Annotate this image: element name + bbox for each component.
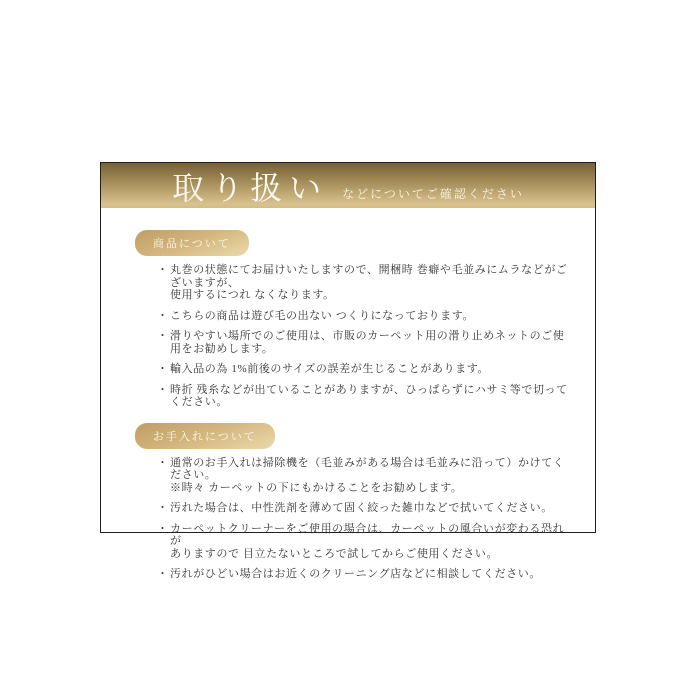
sheet-body (101, 208, 595, 581)
bullet-marker: ・ (157, 363, 169, 375)
list-item (157, 310, 575, 323)
list-item (157, 330, 575, 355)
care-bullet-list (157, 457, 575, 581)
section-label-care: お手入れについて (135, 423, 275, 449)
bullet-marker: ・ (157, 522, 169, 535)
list-item (157, 523, 575, 561)
bullet-marker: ・ (157, 383, 169, 396)
bullet-marker: ・ (157, 502, 169, 514)
bullet-text: 通常のお手入れは掃除機を（毛並みがある場合は毛並みに沿って）かけてください。 (170, 456, 565, 481)
bullet-marker: ・ (157, 456, 169, 469)
bullet-marker: ・ (157, 568, 169, 580)
bullet-marker: ・ (157, 330, 169, 342)
bullet-text: ありますので 目立たないところで試してからご使用ください。 (170, 547, 499, 560)
bullet-text: 汚れた場合は、中性洗剤を薄めて固く絞った雑巾などで拭いてください。 (170, 502, 553, 514)
section-care-info (135, 423, 575, 581)
section-product-info (135, 230, 575, 409)
list-item (157, 363, 575, 376)
bullet-marker: ・ (157, 264, 169, 276)
list-item (157, 457, 575, 495)
list-item (157, 502, 575, 515)
list-item (157, 568, 575, 581)
bullet-marker: ・ (157, 309, 169, 322)
list-item (157, 264, 575, 302)
product-bullet-list (157, 264, 575, 409)
list-item (157, 384, 575, 409)
section-label-product: 商品について (135, 230, 249, 256)
bullet-text: 汚れがひどい場合はお近くのクリーニング店などに相談してください。 (170, 568, 541, 580)
bullet-text: ※時々 カーペットの下にもかけることをお勧めします。 (170, 481, 463, 494)
bullet-text: こちらの商品は遊び毛の出ない つくりになっております。 (170, 309, 475, 322)
page-title: 取り扱い (172, 170, 329, 206)
bullet-text: 丸巻の状態にてお届けいたしますので、開梱時 巻癖や毛並みにムラなどがございますが、 (170, 264, 568, 289)
bullet-text: カーペットクリーナーをご使用の場合は、カーペットの風合いが変わる恐れが (170, 522, 565, 547)
page-subtitle: などについてご確認ください (342, 187, 524, 201)
bullet-text: 輸入品の為 1%前後のサイズの誤差が生じることがあります。 (170, 363, 490, 375)
content-panel (100, 162, 596, 580)
header-banner (101, 163, 595, 208)
bullet-text: 滑りやすい場所でのご使用は、市販のカーペット用の滑り止めネットのご使用をお勧めします。 (170, 330, 565, 355)
bullet-text: 使用するにつれ なくなります。 (170, 289, 335, 301)
bullet-text: 時折 残糸などが出ていることがありますが、ひっぱらずにハサミ等で切ってください。 (170, 383, 568, 408)
